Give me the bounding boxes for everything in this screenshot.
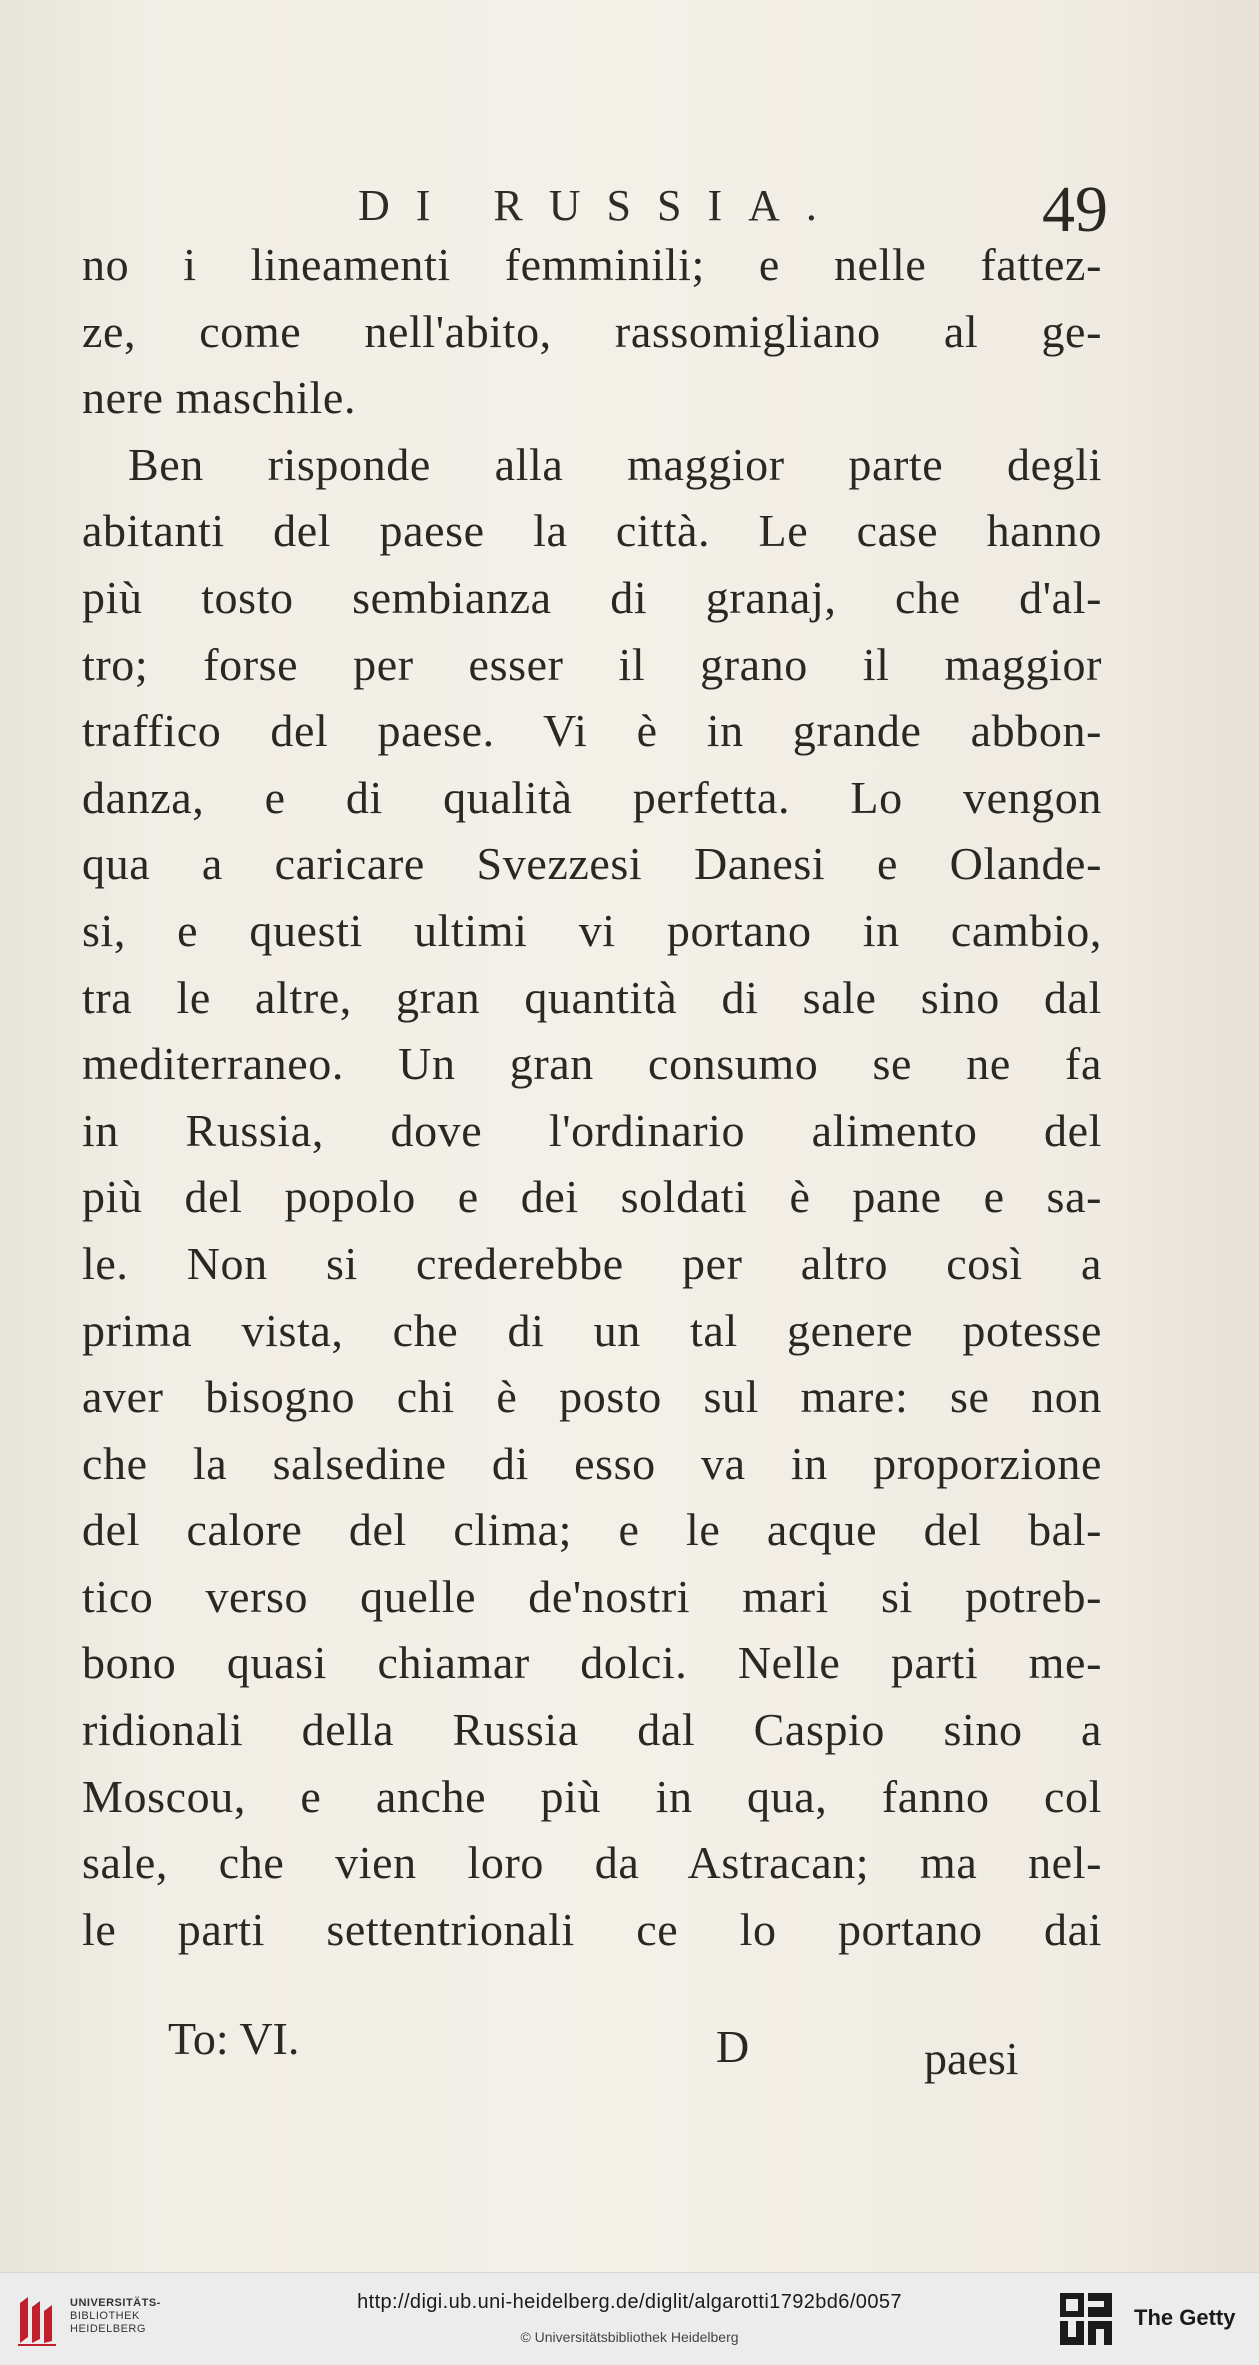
text-line: Moscou, e anche più in qua, fanno col <box>82 1770 1102 1822</box>
text-line: ridionali della Russia dal Caspio sino a <box>82 1704 1102 1756</box>
text-line: nere maschile. <box>82 372 357 424</box>
volume-mark: To: VI. <box>168 2013 300 2064</box>
institution-line-3: HEIDELBERG <box>70 2323 146 2335</box>
text-line: aver bisogno chi è posto sul mare: se non <box>82 1371 1102 1423</box>
text-line: tico verso quelle de'nostri mari si potreb- <box>82 1570 1102 1622</box>
text-line: più tosto sembianza di granaj, che d'al- <box>82 571 1102 623</box>
text-line: che la salsedine di esso va in proporzione <box>82 1437 1102 1489</box>
text-line: tra le altre, gran quantità di sale sino dal <box>82 971 1102 1023</box>
catchword: paesi <box>924 2033 1019 2084</box>
text-line: abitanti del paese la città. Le case hanno <box>82 505 1102 557</box>
text-line: ze, come nell'abito, rassomigliano al ge- <box>82 305 1102 357</box>
text-line: qua a caricare Svezzesi Danesi e Olande- <box>82 838 1102 890</box>
text-line: mediterraneo. Un gran consumo se ne fa <box>82 1038 1102 1090</box>
page-number: 49 <box>1042 173 1108 246</box>
text-line: del calore del clima; e le acque del bal- <box>82 1504 1102 1556</box>
text-line: prima vista, che di un tal genere potesse <box>82 1304 1102 1356</box>
copyright-notice: © Universitätsbibliothek Heidelberg <box>520 2329 739 2345</box>
digitization-footer-bar <box>0 2272 1259 2365</box>
getty-logo-icon <box>1058 2291 1114 2349</box>
partner-name: The Getty <box>1134 2305 1236 2330</box>
text-line: si, e questi ultimi vi portano in cambio, <box>82 904 1102 956</box>
text-line: Ben risponde alla maggior parte degli <box>128 438 1102 490</box>
body-text <box>82 232 1102 1963</box>
text-line: bono quasi chiamar dolci. Nelle parti me- <box>82 1637 1102 1689</box>
text-line: in Russia, dove l'ordinario alimento del <box>82 1104 1102 1156</box>
signature-mark: D <box>716 2021 750 2072</box>
permalink-url[interactable]: http://digi.ub.uni-heidelberg.de/diglit/algarotti1792bd6/0057 <box>357 2291 902 2313</box>
text-line: le parti settentrionali ce lo portano dai <box>82 1903 1102 1955</box>
running-title: DI RUSSIA. <box>358 181 843 230</box>
text-line: più del popolo e dei soldati è pane e sa- <box>82 1171 1102 1223</box>
institution-line-1: UNIVERSITÄTS- <box>70 2297 161 2309</box>
text-line: le. Non si crederebbe per altro così a <box>82 1237 1102 1289</box>
text-line: traffico del paese. Vi è in grande abbon- <box>82 705 1102 757</box>
institution-line-2: BIBLIOTHEK <box>70 2310 140 2322</box>
page-footer-marks <box>0 2012 1259 2082</box>
text-line: danza, e di qualità perfetta. Lo vengon <box>82 771 1102 823</box>
text-line: no i lineamenti femminili; e nelle fattez- <box>82 239 1102 290</box>
text-line: sale, che vien loro da Astracan; ma nel- <box>82 1837 1102 1889</box>
text-line: tro; forse per esser il grano il maggior <box>82 638 1102 690</box>
